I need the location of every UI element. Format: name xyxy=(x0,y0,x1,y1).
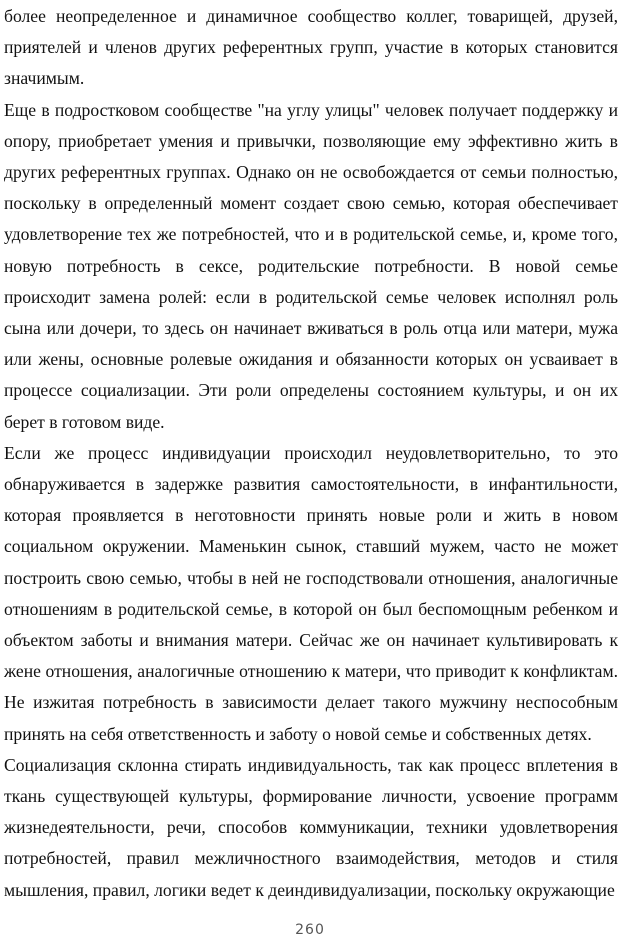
page-number: 260 xyxy=(295,922,325,938)
paragraph-street-corner: Еще в подростковом сообществе "на углу улицы" человек получает поддержку и опору, приобретает умения и привычки, позволяющие ему эффективно жить в других референтных группах. Однако он не освобождается от семьи полностью, поскольку в определенный момент создает свою семью, которая обеспечивает удовлетворение тех же потребностей, что и в родительской семье, и, кроме того, новую потребность в сексе, родительские потребности. В новой семье происходит замена ролей: если в родительской семье человек исполнял роль сына или дочери, то здесь он начинает вживаться в роль отца или матери, мужа или жены, основные ролевые ожидания и обязанности которых он усваивает в процессе социализации. Эти роли определены состоянием культуры, и он их берет в готовом виде. xyxy=(4,99,618,432)
paragraph-individuation: Если же процесс индивидуации происходил неудовлетворительно, то это обнаруживается в задержке развития самостоятельности, в инфантильности, которая проявляется в неготовности принять новые роли и жить в новом социальном окружении. Маменькин сынок, ставший мужем, часто не может построить свою семью, чтобы в ней не господствовали отношения, аналогичные отношениям в родительской семье, в которой он был беспомощным ребенком и объектом заботы и внимания матери. Сейчас же он начинает культивировать к жене отношения, аналогичные отношению к матери, что приводит к конфликтам. Не изжитая потребность в зависимости делает такого мужчину неспособным принять на себя ответственность и заботу о новой семье и собственных детях. xyxy=(4,442,618,744)
body-text xyxy=(4,1,618,906)
paragraph-socialization: Социализация склонна стирать индивидуальность, так как процесс вплетения в ткань существующей культуры, формирование личности, усвоение программ жизнедеятельности, речи, способов коммуникации, техники удовлетворения потребностей, правил межличностного взаимодействия, методов и стиля мышления, правил, логики ведет к деиндивидуализации, поскольку окружающие xyxy=(4,754,618,900)
paragraph-continued: более неопределенное и динамичное сообщество коллег, товарищей, друзей, приятелей и членов других референтных групп, участие в которых становится значимым. xyxy=(4,6,618,89)
